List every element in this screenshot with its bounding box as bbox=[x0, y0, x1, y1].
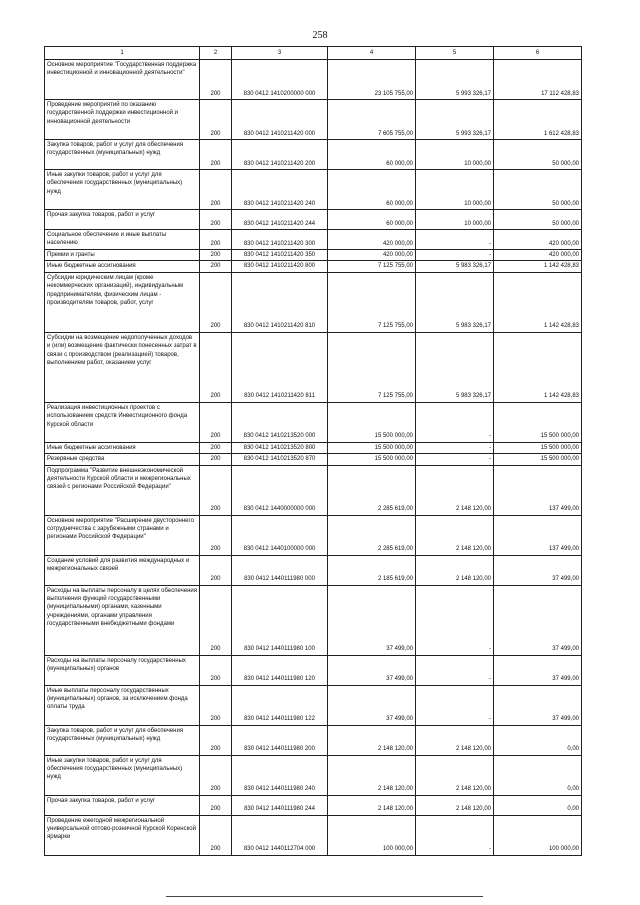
row-approved-amount-cell: 2 148 120,00 bbox=[328, 755, 416, 795]
row-unexecuted-amount-cell: 50 000,00 bbox=[494, 210, 582, 230]
row-unexecuted-amount-cell: 37 499,00 bbox=[494, 655, 582, 685]
row-line-code-cell: 200 bbox=[200, 272, 232, 332]
row-unexecuted-amount-cell: 1 612 428,83 bbox=[494, 100, 582, 140]
row-line-code-cell: 200 bbox=[200, 685, 232, 725]
row-unexecuted-amount-cell: 50 000,00 bbox=[494, 140, 582, 170]
row-approved-amount-cell: 37 499,00 bbox=[328, 655, 416, 685]
table-row bbox=[45, 815, 582, 855]
row-line-code-cell: 200 bbox=[200, 515, 232, 555]
table-row bbox=[45, 210, 582, 230]
row-approved-amount-cell: 60 000,00 bbox=[328, 170, 416, 210]
row-name-cell: Проведение ежегодной межрегиональной универсальной оптово-розничной Курской Коренской ярмарки bbox=[45, 815, 200, 855]
row-name-cell: Подпрограмма "Развитие внешнеэкономической деятельности Курской области и межрегиональных связей с регионами Российской Федерации" bbox=[45, 465, 200, 515]
row-classification-code-cell: 830 0412 1440112704 000 bbox=[232, 815, 328, 855]
row-line-code-cell: 200 bbox=[200, 402, 232, 442]
row-name-cell: Расходы на выплаты персоналу в целях обеспечения выполнения функций государственными (муниципальными) органами, казенными учреждениями, органами управления государственными внебюджетными фондами bbox=[45, 585, 200, 655]
row-line-code-cell: 200 bbox=[200, 442, 232, 453]
row-name-cell: Иные бюджетные ассигнования bbox=[45, 261, 200, 272]
row-executed-amount-cell: 2 148 120,00 bbox=[416, 515, 494, 555]
row-line-code-cell: 200 bbox=[200, 60, 232, 100]
row-classification-code-cell: 830 0412 1410213520 800 bbox=[232, 442, 328, 453]
table-row bbox=[45, 332, 582, 402]
budget-execution-table bbox=[44, 46, 582, 856]
row-approved-amount-cell: 7 125 755,00 bbox=[328, 332, 416, 402]
page-number: 258 bbox=[312, 30, 328, 41]
row-line-code-cell: 200 bbox=[200, 725, 232, 755]
row-classification-code-cell: 830 0412 1440111980 000 bbox=[232, 555, 328, 585]
row-approved-amount-cell: 37 499,00 bbox=[328, 685, 416, 725]
row-line-code-cell: 200 bbox=[200, 250, 232, 261]
column-header-3: 3 bbox=[232, 47, 328, 60]
table-row bbox=[45, 100, 582, 140]
row-name-cell: Закупка товаров, работ и услуг для обеспечения государственных (муниципальных) нужд bbox=[45, 140, 200, 170]
row-line-code-cell: 200 bbox=[200, 100, 232, 140]
row-executed-amount-cell: 10 000,00 bbox=[416, 140, 494, 170]
row-line-code-cell: 200 bbox=[200, 555, 232, 585]
row-approved-amount-cell: 2 185 619,00 bbox=[328, 555, 416, 585]
table-row bbox=[45, 795, 582, 815]
row-executed-amount-cell: - bbox=[416, 402, 494, 442]
row-executed-amount-cell: 5 983 326,17 bbox=[416, 272, 494, 332]
row-classification-code-cell: 830 0412 1410211420 810 bbox=[232, 272, 328, 332]
table-row bbox=[45, 402, 582, 442]
row-executed-amount-cell: 10 000,00 bbox=[416, 170, 494, 210]
row-executed-amount-cell: 2 148 120,00 bbox=[416, 755, 494, 795]
row-approved-amount-cell: 420 000,00 bbox=[328, 250, 416, 261]
row-unexecuted-amount-cell: 137 499,00 bbox=[494, 515, 582, 555]
table-row bbox=[45, 250, 582, 261]
row-approved-amount-cell: 7 125 755,00 bbox=[328, 272, 416, 332]
row-line-code-cell: 200 bbox=[200, 655, 232, 685]
row-name-cell: Иные закупки товаров, работ и услуг для обеспечения государственных (муниципальных) нужд bbox=[45, 755, 200, 795]
row-name-cell: Прочая закупка товаров, работ и услуг bbox=[45, 795, 200, 815]
row-unexecuted-amount-cell: 15 500 000,00 bbox=[494, 442, 582, 453]
row-executed-amount-cell: - bbox=[416, 454, 494, 465]
row-unexecuted-amount-cell: 50 000,00 bbox=[494, 170, 582, 210]
row-classification-code-cell: 830 0412 1440111980 122 bbox=[232, 685, 328, 725]
row-line-code-cell: 200 bbox=[200, 261, 232, 272]
row-classification-code-cell: 830 0412 1440111980 244 bbox=[232, 795, 328, 815]
table-row bbox=[45, 442, 582, 453]
row-line-code-cell: 200 bbox=[200, 332, 232, 402]
row-classification-code-cell: 830 0412 1410211420 000 bbox=[232, 100, 328, 140]
table-header-row bbox=[45, 47, 582, 60]
row-classification-code-cell: 830 0412 1440111980 100 bbox=[232, 585, 328, 655]
column-header-6: 6 bbox=[494, 47, 582, 60]
row-executed-amount-cell: 2 148 120,00 bbox=[416, 465, 494, 515]
row-executed-amount-cell: 2 148 120,00 bbox=[416, 725, 494, 755]
row-unexecuted-amount-cell: 0,00 bbox=[494, 725, 582, 755]
row-name-cell: Закупка товаров, работ и услуг для обеспечения государственных (муниципальных) нужд bbox=[45, 725, 200, 755]
row-classification-code-cell: 830 0412 1440111980 240 bbox=[232, 755, 328, 795]
row-executed-amount-cell: - bbox=[416, 815, 494, 855]
row-name-cell: Субсидии на возмещение недополученных доходов и (или) возмещение фактически понесенных затрат в связи с производством (реализацией) товаров, выполнением работ, оказанием услуг bbox=[45, 332, 200, 402]
table-row bbox=[45, 755, 582, 795]
row-name-cell: Иные бюджетные ассигнования bbox=[45, 442, 200, 453]
row-classification-code-cell: 830 0412 1440111980 120 bbox=[232, 655, 328, 685]
row-unexecuted-amount-cell: 37 499,00 bbox=[494, 685, 582, 725]
row-classification-code-cell: 830 0412 1440100000 000 bbox=[232, 515, 328, 555]
row-line-code-cell: 200 bbox=[200, 170, 232, 210]
table-row bbox=[45, 170, 582, 210]
table-row bbox=[45, 585, 582, 655]
row-classification-code-cell: 830 0412 1410211420 200 bbox=[232, 140, 328, 170]
row-unexecuted-amount-cell: 0,00 bbox=[494, 755, 582, 795]
row-classification-code-cell: 830 0412 1410213520 870 bbox=[232, 454, 328, 465]
row-classification-code-cell: 830 0412 1440111980 200 bbox=[232, 725, 328, 755]
row-executed-amount-cell: 5 983 326,17 bbox=[416, 332, 494, 402]
row-classification-code-cell: 830 0412 1410211420 244 bbox=[232, 210, 328, 230]
row-unexecuted-amount-cell: 100 000,00 bbox=[494, 815, 582, 855]
row-executed-amount-cell: 5 993 326,17 bbox=[416, 60, 494, 100]
table-row bbox=[45, 230, 582, 250]
column-header-5: 5 bbox=[416, 47, 494, 60]
table-row bbox=[45, 725, 582, 755]
row-unexecuted-amount-cell: 37 499,00 bbox=[494, 585, 582, 655]
row-approved-amount-cell: 23 105 755,00 bbox=[328, 60, 416, 100]
row-executed-amount-cell: - bbox=[416, 442, 494, 453]
row-line-code-cell: 200 bbox=[200, 465, 232, 515]
row-unexecuted-amount-cell: 420 000,00 bbox=[494, 250, 582, 261]
row-unexecuted-amount-cell: 1 142 428,83 bbox=[494, 261, 582, 272]
row-classification-code-cell: 830 0412 1410211420 300 bbox=[232, 230, 328, 250]
row-approved-amount-cell: 7 605 755,00 bbox=[328, 100, 416, 140]
row-classification-code-cell: 830 0412 1440000000 000 bbox=[232, 465, 328, 515]
table-row bbox=[45, 60, 582, 100]
row-classification-code-cell: 830 0412 1410211420 240 bbox=[232, 170, 328, 210]
row-classification-code-cell: 830 0412 1410200000 000 bbox=[232, 60, 328, 100]
table-row bbox=[45, 555, 582, 585]
row-name-cell: Реализация инвестиционных проектов с использованием средств Инвестиционного фонда Курской области bbox=[45, 402, 200, 442]
table-row bbox=[45, 685, 582, 725]
row-name-cell: Резервные средства bbox=[45, 454, 200, 465]
row-line-code-cell: 200 bbox=[200, 140, 232, 170]
row-classification-code-cell: 830 0412 1410211420 350 bbox=[232, 250, 328, 261]
row-unexecuted-amount-cell: 17 112 428,83 bbox=[494, 60, 582, 100]
table-row bbox=[45, 140, 582, 170]
row-classification-code-cell: 830 0412 1410211420 800 bbox=[232, 261, 328, 272]
row-approved-amount-cell: 2 285 619,00 bbox=[328, 515, 416, 555]
row-line-code-cell: 200 bbox=[200, 454, 232, 465]
row-unexecuted-amount-cell: 0,00 bbox=[494, 795, 582, 815]
row-name-cell: Основное мероприятие "Расширение двустороннего сотрудничества с зарубежными странами и регионами Российской Федерации" bbox=[45, 515, 200, 555]
table-row bbox=[45, 655, 582, 685]
row-approved-amount-cell: 60 000,00 bbox=[328, 140, 416, 170]
row-line-code-cell: 200 bbox=[200, 815, 232, 855]
row-name-cell: Основное мероприятие "Государственная поддержка инвестиционной и инновационной деятельности" bbox=[45, 60, 200, 100]
row-approved-amount-cell: 15 500 000,00 bbox=[328, 454, 416, 465]
row-executed-amount-cell: - bbox=[416, 585, 494, 655]
row-name-cell: Премии и гранты bbox=[45, 250, 200, 261]
row-executed-amount-cell: - bbox=[416, 250, 494, 261]
row-approved-amount-cell: 2 285 619,00 bbox=[328, 465, 416, 515]
row-unexecuted-amount-cell: 15 500 000,00 bbox=[494, 454, 582, 465]
row-name-cell: Иные закупки товаров, работ и услуг для обеспечения государственных (муниципальных) нужд bbox=[45, 170, 200, 210]
row-line-code-cell: 200 bbox=[200, 795, 232, 815]
row-name-cell: Прочая закупка товаров, работ и услуг bbox=[45, 210, 200, 230]
footer-divider bbox=[166, 896, 483, 897]
row-approved-amount-cell: 2 148 120,00 bbox=[328, 795, 416, 815]
row-unexecuted-amount-cell: 37 499,00 bbox=[494, 555, 582, 585]
row-approved-amount-cell: 37 499,00 bbox=[328, 585, 416, 655]
row-executed-amount-cell: 10 000,00 bbox=[416, 210, 494, 230]
table-body bbox=[45, 60, 582, 856]
row-name-cell: Иные выплаты персоналу государственных (муниципальных) органов, за исключением фонда оплаты труда bbox=[45, 685, 200, 725]
row-unexecuted-amount-cell: 1 142 428,83 bbox=[494, 272, 582, 332]
row-name-cell: Проведение мероприятий по оказанию государственной поддержки инвестиционной и инновационной деятельности bbox=[45, 100, 200, 140]
row-approved-amount-cell: 7 125 755,00 bbox=[328, 261, 416, 272]
row-name-cell: Расходы на выплаты персоналу государственных (муниципальных) органов bbox=[45, 655, 200, 685]
row-executed-amount-cell: 5 993 326,17 bbox=[416, 100, 494, 140]
table-row bbox=[45, 454, 582, 465]
row-name-cell: Субсидии юридическим лицам (кроме некоммерческих организаций), индивидуальным предпринимателям, физическим лицам - производителям товаров, работ, услуг bbox=[45, 272, 200, 332]
row-executed-amount-cell: 2 148 120,00 bbox=[416, 555, 494, 585]
table-row bbox=[45, 272, 582, 332]
row-classification-code-cell: 830 0412 1410211420 811 bbox=[232, 332, 328, 402]
row-line-code-cell: 200 bbox=[200, 585, 232, 655]
row-unexecuted-amount-cell: 15 500 000,00 bbox=[494, 402, 582, 442]
row-approved-amount-cell: 15 500 000,00 bbox=[328, 442, 416, 453]
row-unexecuted-amount-cell: 137 499,00 bbox=[494, 465, 582, 515]
row-name-cell: Создание условий для развития международных и межрегиональных связей bbox=[45, 555, 200, 585]
row-approved-amount-cell: 15 500 000,00 bbox=[328, 402, 416, 442]
row-unexecuted-amount-cell: 420 000,00 bbox=[494, 230, 582, 250]
row-approved-amount-cell: 100 000,00 bbox=[328, 815, 416, 855]
table-row bbox=[45, 515, 582, 555]
row-executed-amount-cell: 2 148 120,00 bbox=[416, 795, 494, 815]
row-unexecuted-amount-cell: 1 142 428,83 bbox=[494, 332, 582, 402]
row-executed-amount-cell: 5 983 326,17 bbox=[416, 261, 494, 272]
table-row bbox=[45, 465, 582, 515]
row-line-code-cell: 200 bbox=[200, 210, 232, 230]
row-line-code-cell: 200 bbox=[200, 755, 232, 795]
row-name-cell: Социальное обеспечение и иные выплаты населению bbox=[45, 230, 200, 250]
row-executed-amount-cell: - bbox=[416, 685, 494, 725]
row-approved-amount-cell: 60 000,00 bbox=[328, 210, 416, 230]
column-header-1: 1 bbox=[45, 47, 200, 60]
row-classification-code-cell: 830 0412 1410213520 000 bbox=[232, 402, 328, 442]
row-executed-amount-cell: - bbox=[416, 230, 494, 250]
row-approved-amount-cell: 420 000,00 bbox=[328, 230, 416, 250]
column-header-2: 2 bbox=[200, 47, 232, 60]
column-header-4: 4 bbox=[328, 47, 416, 60]
row-approved-amount-cell: 2 148 120,00 bbox=[328, 725, 416, 755]
row-line-code-cell: 200 bbox=[200, 230, 232, 250]
row-executed-amount-cell: - bbox=[416, 655, 494, 685]
table-row bbox=[45, 261, 582, 272]
